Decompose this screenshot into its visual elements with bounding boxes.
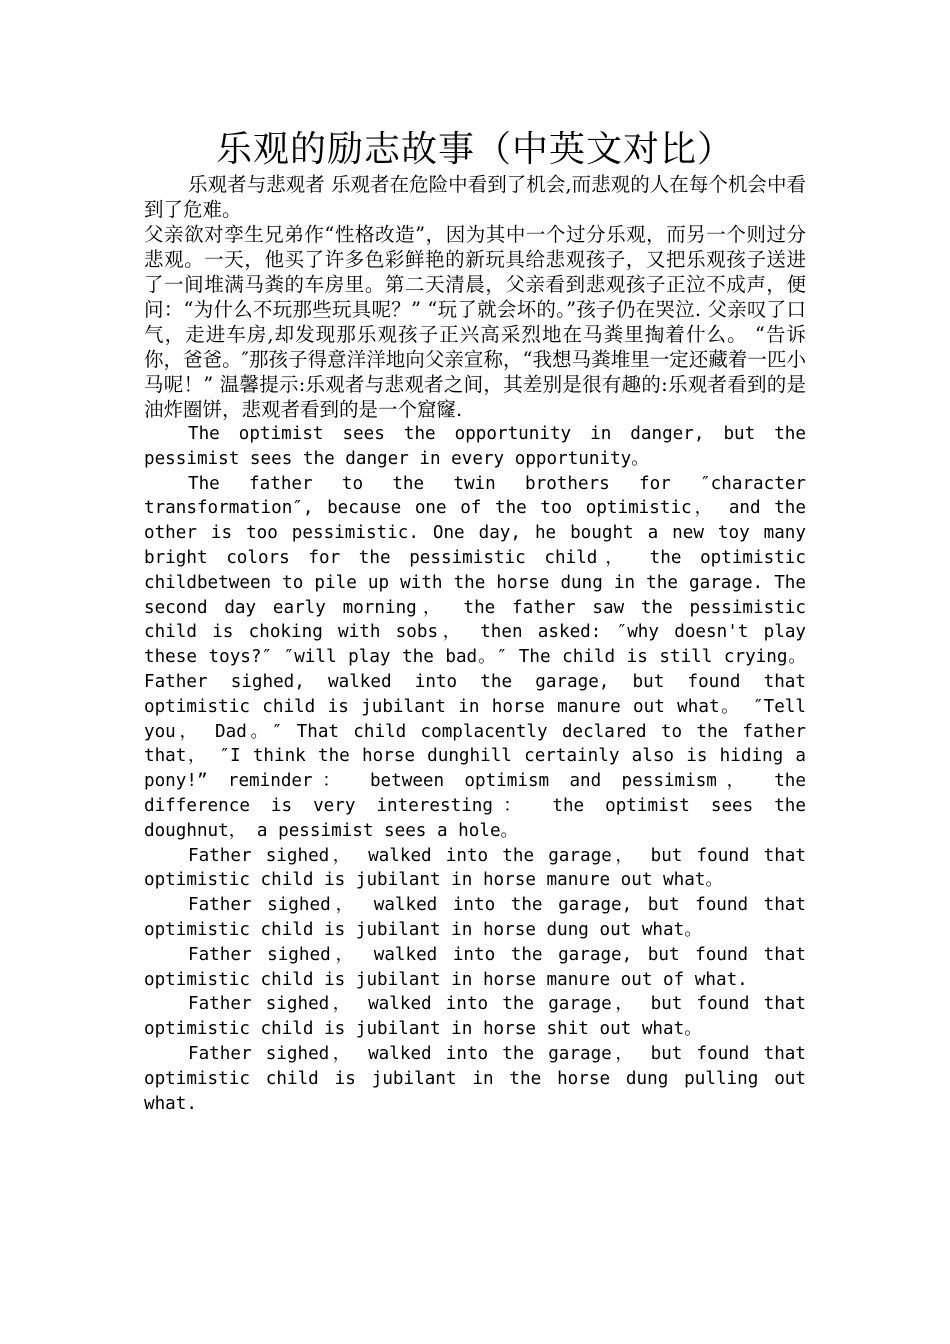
zh-paragraph-story: 父亲欲对孪生兄弟作“性格改造”，因为其中一个过分乐观，而另一个则过分悲观。一天，他买了许多色彩鲜艳的新玩具给悲观孩子，又把乐观孩子送进了一间堆满马粪的车房里。第二天清晨，父亲看到悲观孩子正泣不成声，便问：“为什么不玩那些玩具呢？” “玩了就会坏的。”孩子仍在哭泣. 父亲叹了口气，走进车房,却发现那乐观孩子正兴高采烈地在马粪里掏着什么。 “告诉你，爸爸。″那孩子得意洋洋地向父亲宣称，“我想马粪堆里一定还藏着一匹小马呢！” 温馨提示:乐观者与悲观者之间，其差别是很有趣的:乐观者看到的是油炸圈饼，悲观者看到的是一个窟窿.	[144, 223, 806, 421]
en-paragraph-variant-5: Father sighed， walked into the garage， but found that optimistic child is jubilant in the horse dung pulling out what.	[144, 1043, 806, 1114]
document-title: 乐观的励志故事（中英文对比）	[215, 129, 734, 170]
en-paragraph-variant-2: Father sighed， walked into the garage, but found that optimistic child is jubilant in horse dung out what。	[144, 895, 806, 940]
zh-paragraph-intro: 乐观者与悲观者 乐观者在危险中看到了机会,而悲观的人在每个机会中看到了危难。	[144, 173, 806, 221]
en-paragraph-story: The father to the twin brothers for ″character transformation″, because one of the too optimistic， and the other is too pessimistic. One day, he bought a new toy many bright colors for the pessimistic child， the optimistic childbetween to pile up with the horse dung in the garage. The second day early morning， the father saw the pessimistic child is choking with sobs， then asked: ″why doesn't play these toys?″ ″will play the bad。″ The child is still crying。 Father sighed, walked into the garage, but found that optimistic child is jubilant in horse manure out what。 ″Tell you， Dad。″ That child complacently declared to the father that， ″I think the horse dunghill certainly also is hiding a pony!” reminder： between optimism and pessimism， the difference is very interesting： the optimist sees the doughnut， a pessimist sees a hole。	[144, 473, 806, 841]
document-page	[144, 128, 806, 1116]
en-paragraph-variant-4: Father sighed， walked into the garage， but found that optimistic child is jubilant in horse shit out what。	[144, 994, 806, 1040]
en-paragraph-variant-1: Father sighed， walked into the garage， but found that optimistic child is jubilant in horse manure out what。	[144, 845, 806, 891]
en-paragraph-intro: The optimist sees the opportunity in danger, but the pessimist sees the danger in every opportunity。	[144, 424, 806, 469]
en-paragraph-variant-3: Father sighed， walked into the garage, but found that optimistic child is jubilant in horse manure out of what.	[144, 944, 806, 990]
